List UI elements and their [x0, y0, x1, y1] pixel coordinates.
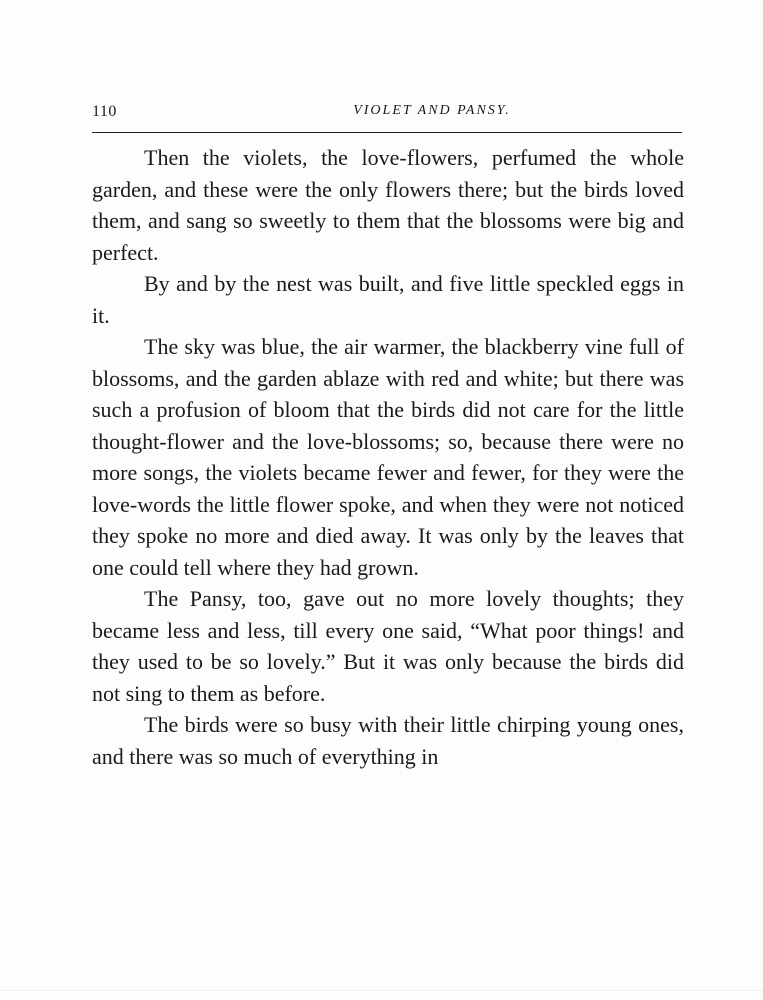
- book-title: VIOLET AND PANSY.: [353, 103, 511, 118]
- paragraph: The Pansy, too, gave out no more lovely thoughts; they became less and less, till every one said, “What poor things! and they used to be so lovely.” But it was only because the birds did not sing to them as before.: [92, 586, 684, 706]
- page-bottom-edge: [0, 990, 763, 993]
- paragraph: By and by the nest was built, and five little speckled eggs in it.: [92, 271, 684, 328]
- paragraph: The birds were so busy with their little chirping young ones, and there was so much of everything in: [92, 712, 684, 769]
- paragraph: The sky was blue, the air warmer, the blackberry vine full of blossoms, and the garden ablaze with red and white; but there was such a profusion of bloom that the birds did not care for the little thought-flower and the love-blossoms; so, because there were no more songs, the violets became fewer and fewer, for they were the love-words the little flower spoke, and when they were not noticed they spoke no more and died away. It was only by the leaves that one could tell where they had grown.: [92, 334, 684, 580]
- header-rule: [92, 132, 682, 133]
- body-text: [92, 142, 684, 772]
- running-head: [92, 103, 682, 127]
- paragraph: Then the violets, the love-flowers, perfumed the whole garden, and these were the only flowers there; but the birds loved them, and sang so sweetly to them that the blossoms were big and perfect.: [92, 145, 684, 265]
- page-number: 110: [92, 103, 117, 120]
